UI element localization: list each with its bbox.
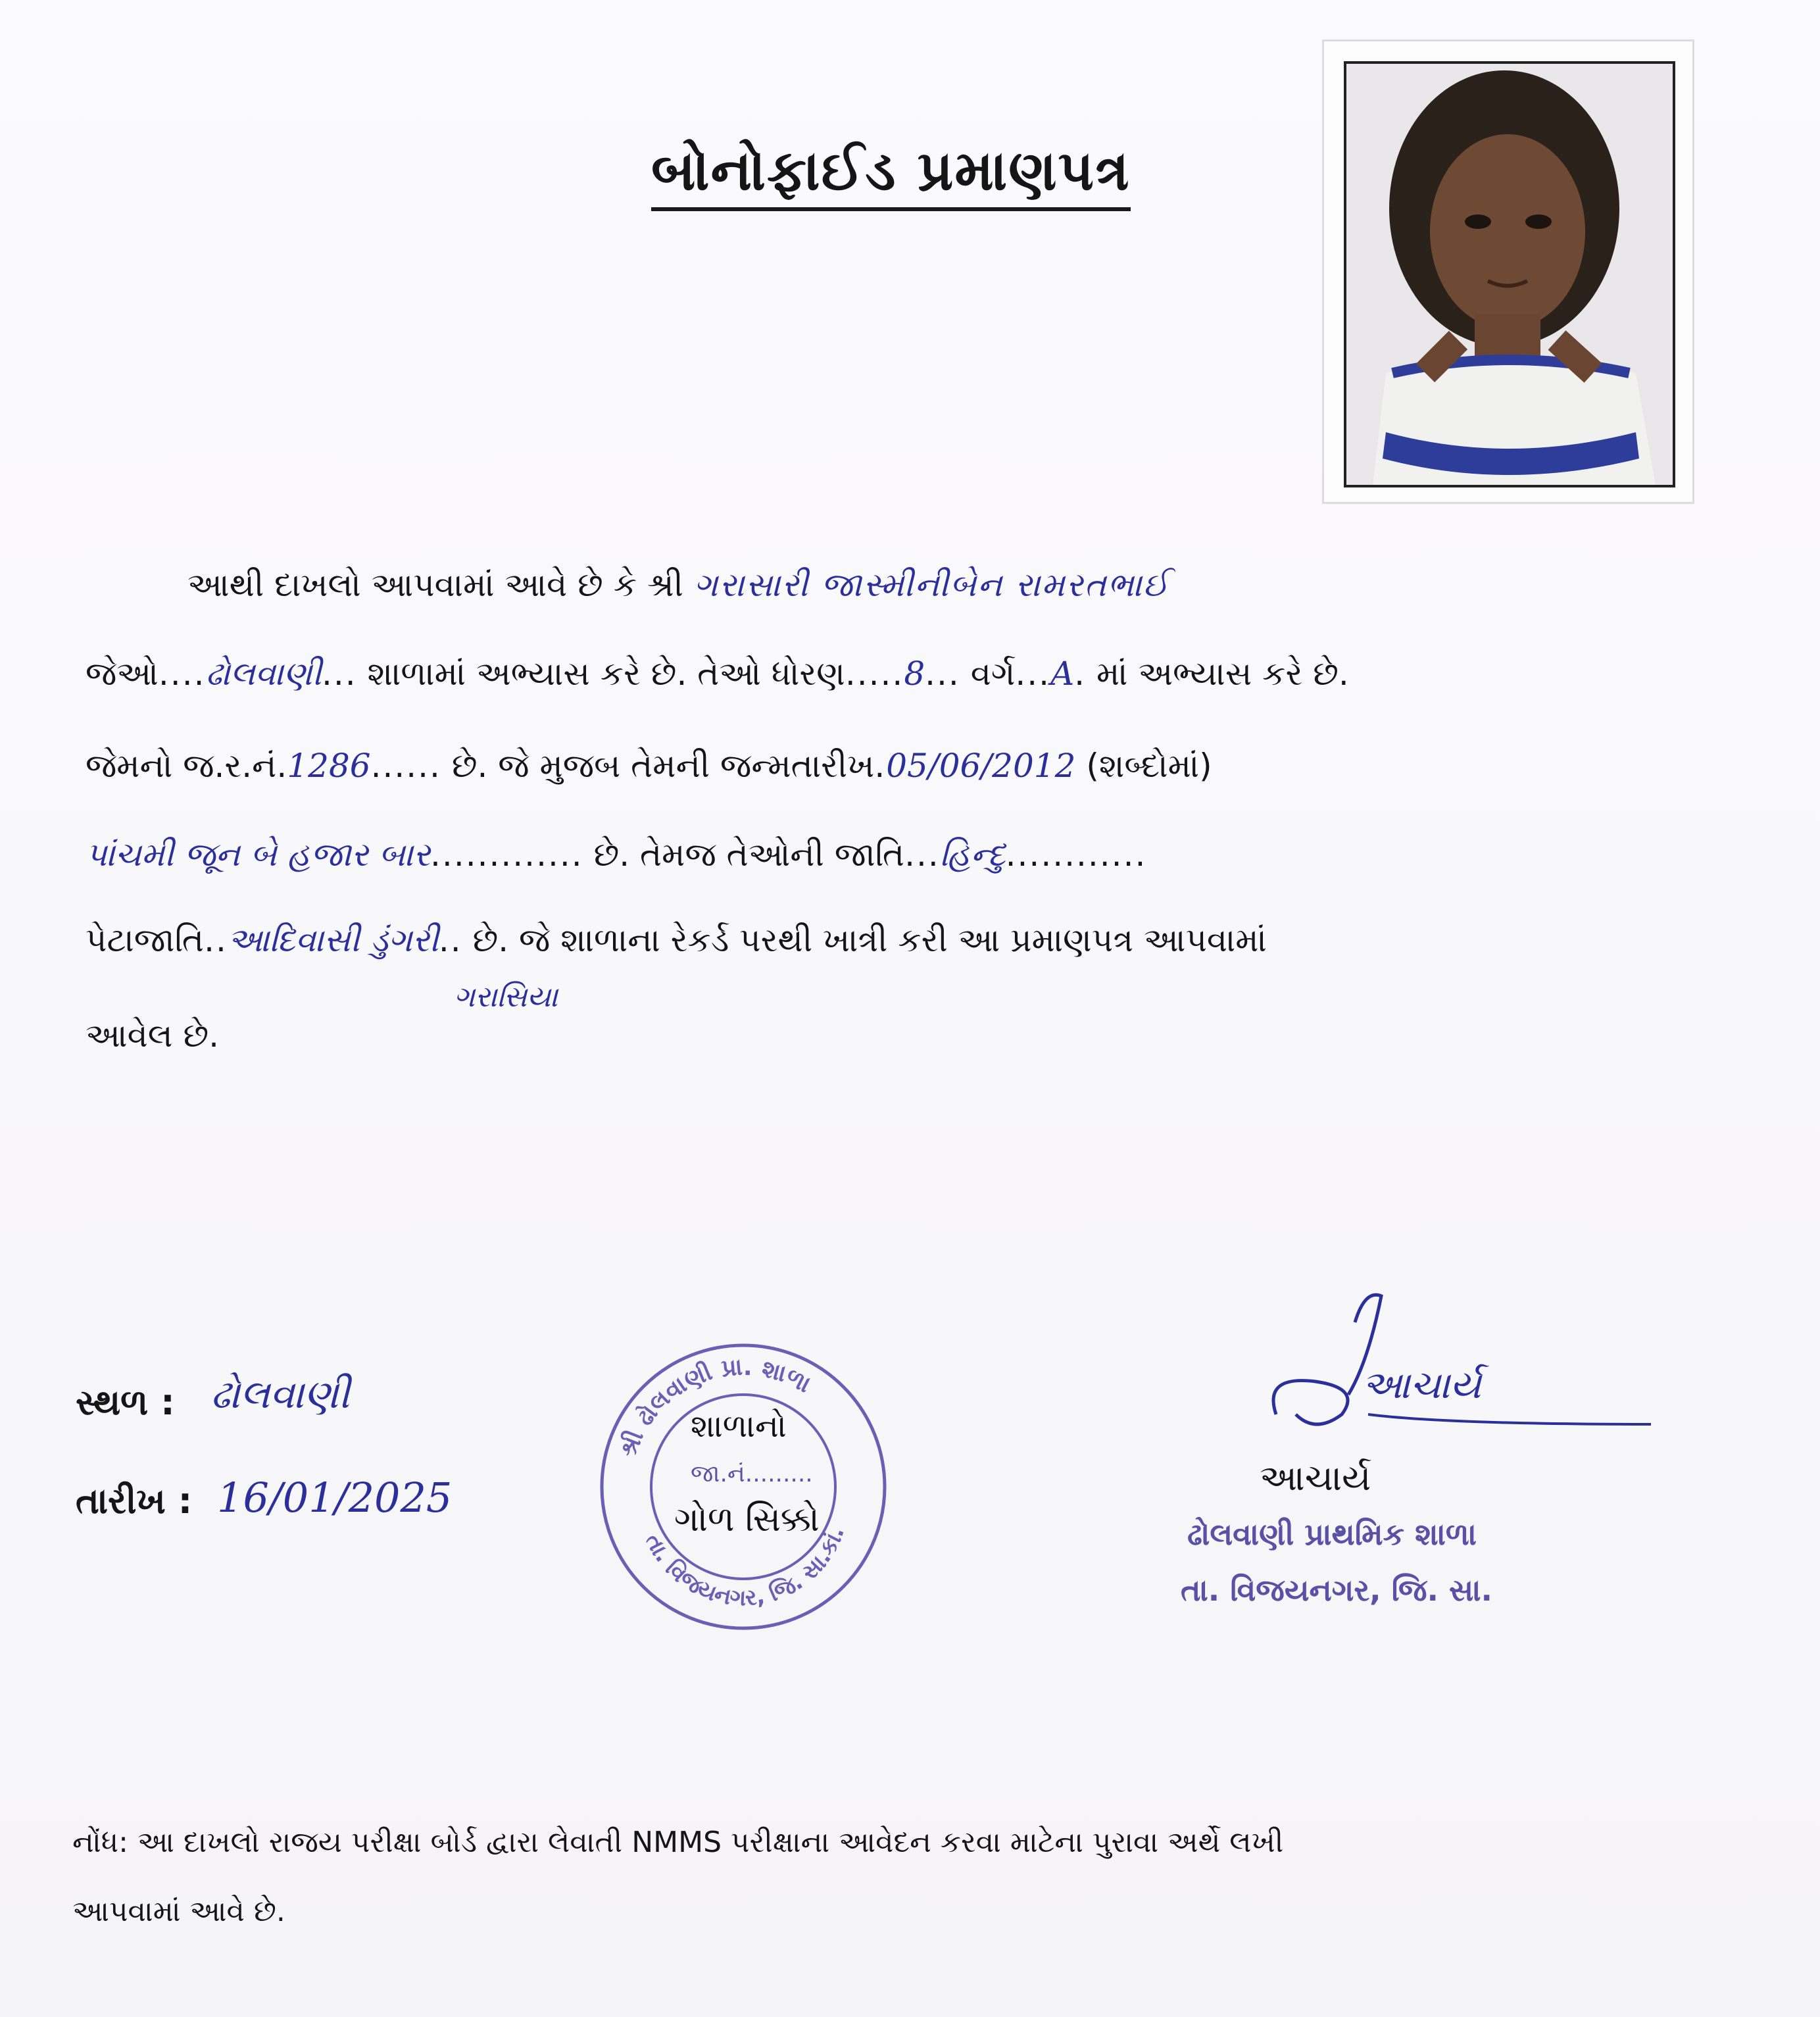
- photo-frame: [1322, 39, 1694, 504]
- principal-stamp-line-2: તા. વિજયનગર, જિ. સા.: [1181, 1572, 1493, 1608]
- note-line-1: નોંધ: આ દાખલો રાજય પરીક્ષા બોર્ડ દ્વારા લેવાતી NMMS પરીક્ષાના આવેદન કરવા માટેના પુરાવા અર્થે લખી: [72, 1826, 1284, 1859]
- student-name-value: ગરાસારી જાસ્મીનીબેન રામરતભાઈ: [693, 566, 1170, 604]
- date-label: તારીખ :: [76, 1480, 193, 1522]
- student-name-field: [694, 566, 1170, 604]
- note-line-2: આપવામાં આવે છે.: [72, 1895, 285, 1928]
- line2-mid2: વર્ગ: [970, 655, 1016, 693]
- dob-value: 05/06/2012: [886, 747, 1076, 785]
- line2-pre: જેઓ: [86, 655, 159, 693]
- subcaste-value: આદિવાસી ડુંગરી: [227, 921, 439, 959]
- student-photo: [1344, 61, 1675, 487]
- dob-words-value: પાંચમી જૂન બે હજાર બાર: [86, 835, 431, 874]
- line5-pre: પેટાજાતિ: [86, 921, 205, 959]
- certificate-title: બોનોફાઈડ પ્રમાણપત્ર: [651, 138, 1131, 211]
- place-value: ઢોલવાણી: [210, 1372, 350, 1418]
- line2-post: માં અભ્યાસ કરે છે.: [1096, 655, 1349, 693]
- body-line-3: જેમનો જ.ર.નં.1286...... છે. જે મુજબ તેમની જન્મતારીખ.05/06/2012 (શબ્દોમાં): [86, 747, 1212, 785]
- line4-mid: છે. તેમજ તેઓની જાતિ: [593, 835, 905, 874]
- date-value: 16/01/2025: [217, 1474, 453, 1522]
- principal-label: આચાર્ય: [1260, 1457, 1371, 1499]
- body-line-4: પાંચમી જૂન બે હજાર બાર............. છે. તેમજ તેઓની જાતિ...હિન્દુ............: [86, 835, 1147, 874]
- line3-mid: છે. જે મુજબ તેમની જન્મતારીખ: [451, 747, 875, 785]
- seal-top-text: શ્રી ઢોલવાણી પ્રા. શાળા: [614, 1353, 816, 1461]
- seal-line-3: ગોળ સિક્કો: [674, 1500, 820, 1539]
- standard-value: 8: [904, 655, 925, 693]
- caste-value: હિન્દુ: [939, 835, 1006, 874]
- school-seal: [592, 1335, 895, 1641]
- place-label: સ્થળ :: [76, 1382, 175, 1423]
- body-line-6: આવેલ છે.: [86, 1016, 219, 1055]
- school-name-value: ઢોલવાણી: [205, 655, 322, 693]
- line3-post: (શબ્દોમાં): [1086, 747, 1212, 785]
- principal-stamp-line-1: ઢોલવાણી પ્રાથમિક શાળા: [1187, 1516, 1477, 1552]
- body-line-5: પેટાજાતિ..આદિવાસી ડુંગરી.. છે. જે શાળાના રેકર્ડ પરથી ખાત્રી કરી આ પ્રમાણપત્ર આપવામાં: [86, 921, 1267, 959]
- line1-text: આથી દાખલો આપવામાં આવે છે કે શ્રી: [187, 566, 683, 604]
- line2-mid: શાળામાં અભ્યાસ કરે છે. તેઓ ધોરણ: [367, 655, 845, 693]
- seal-bottom-text: તા. વિજયનગર, જિ. સા.કાં.: [639, 1523, 850, 1612]
- subcaste-extra-value: ગરાસિયા: [454, 980, 558, 1014]
- signature-text: આચાર્ય: [1362, 1362, 1481, 1407]
- principal-signature: [1237, 1283, 1664, 1454]
- line3-pre: જેમનો જ.ર.નં.: [86, 747, 287, 785]
- gr-number-value: 1286: [287, 747, 371, 785]
- division-value: A: [1050, 655, 1075, 693]
- body-line-1: [187, 566, 1170, 605]
- seal-line-1: શાળાનો: [691, 1408, 787, 1445]
- seal-line-2: જા.નં.........: [691, 1460, 813, 1487]
- body-line-2: જેઓ....ઢોલવાણી... શાળામાં અભ્યાસ કરે છે. તેઓ ધોરણ.....8... વર્ગ...A. માં અભ્યાસ કરે છે.: [86, 655, 1349, 693]
- line5-post: છે. જે શાળાના રેકર્ડ પરથી ખાત્રી કરી આ પ્રમાણપત્ર આપવામાં: [472, 921, 1267, 959]
